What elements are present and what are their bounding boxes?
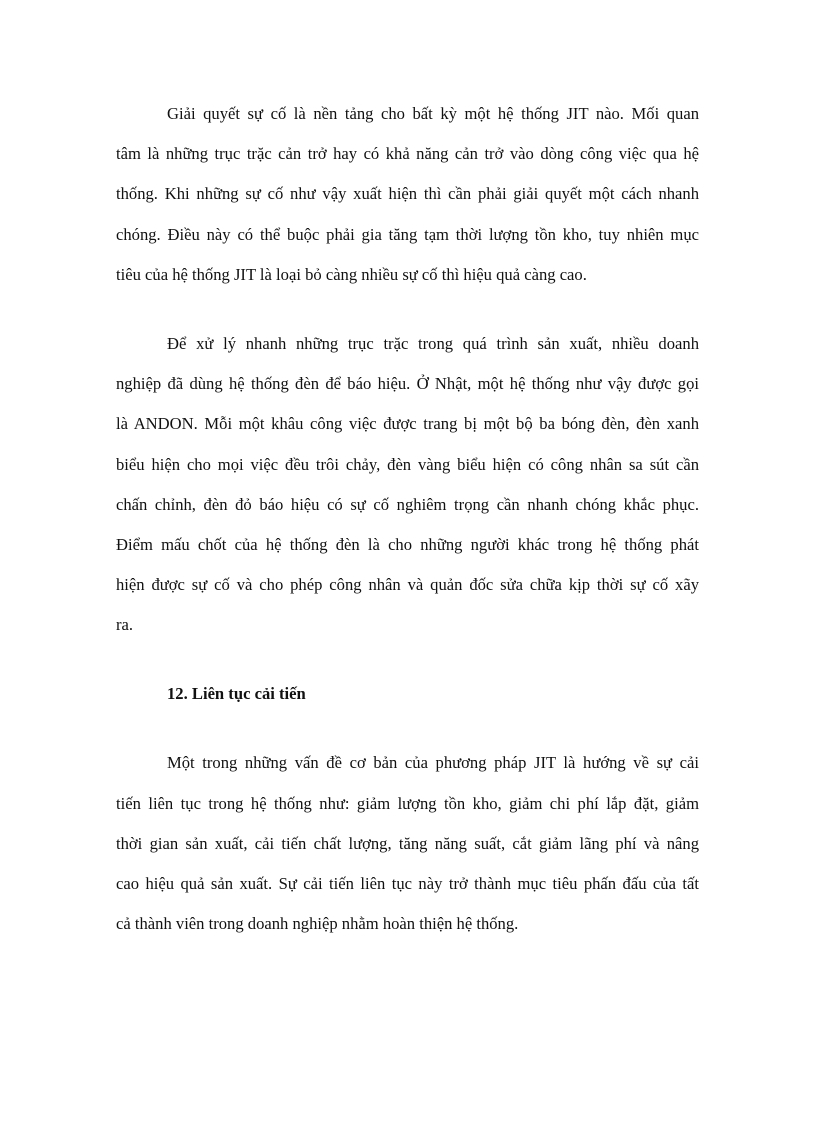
paragraph-line: tiêu của hệ thống JIT là loại bỏ càng nhiều sự cố thì hiệu quả càng cao.	[116, 264, 587, 284]
paragraph-line: Giải quyết sự cố là nền tảng cho bất kỳ một hệ thống JIT nào. Mối quan	[167, 104, 699, 123]
paragraph-line: tiến liên tục trong hệ thống như: giảm lượng tồn kho, giảm chi phí lắp đặt, giảm	[116, 793, 699, 813]
paragraph-line: cả thành viên trong doanh nghiệp nhằm hoàn thiện hệ thống.	[116, 914, 519, 934]
paragraph-line: thống. Khi những sự cố như vậy xuất hiện thì cần phải giải quyết một cách nhanh	[116, 184, 699, 204]
paragraph-line: ra.	[116, 615, 134, 635]
paragraph-continuous-improvement	[116, 747, 699, 948]
paragraph-line: thời gian sản xuất, cải tiến chất lượng, tăng năng suất, cắt giảm lãng phí và nâng	[116, 833, 699, 853]
paragraph-line: Điểm mấu chốt của hệ thống đèn là cho những người khác trong hệ thống phát	[116, 534, 699, 554]
paragraph-line: chóng. Điều này có thể buộc phải gia tăng tạm thời lượng tồn kho, tuy nhiên mục	[116, 224, 699, 244]
paragraph-line: chấn chỉnh, đèn đỏ báo hiệu có sự cố nghiêm trọng cần nhanh chóng khắc phục.	[116, 494, 699, 514]
paragraph-spacer	[116, 299, 699, 328]
paragraph-line: cao hiệu quả sản xuất. Sự cải tiến liên tục này trở thành mục tiêu phấn đấu của tất	[116, 874, 699, 893]
paragraph-line: là ANDON. Mỗi một khâu công việc được trang bị một bộ ba bóng đèn, đèn xanh	[116, 414, 699, 434]
paragraph-andon	[116, 328, 699, 650]
paragraph-problem-solving	[116, 98, 699, 299]
paragraph-line: hiện được sự cố và cho phép công nhân và quản đốc sửa chữa kịp thời sự cố xãy	[116, 575, 699, 595]
paragraph-spacer	[116, 718, 699, 747]
paragraph-line: tâm là những trục trặc cản trở hay có khả năng cản trở vào dòng công việc qua hệ	[116, 144, 699, 164]
paragraph-line: Để xử lý nhanh những trục trặc trong quá trình sản xuất, nhiều doanh	[167, 333, 699, 353]
paragraph-line: biểu hiện cho mọi việc đều trôi chảy, đèn vàng biểu hiện có công nhân sa sút cần	[116, 454, 699, 474]
paragraph-line: Một trong những vấn đề cơ bản của phương pháp JIT là hướng về sự cải	[167, 753, 699, 773]
document-page	[116, 98, 699, 948]
section-heading: 12. Liên tục cải tiến	[167, 684, 306, 704]
paragraph-line: nghiệp đã dùng hệ thống đèn để báo hiệu. Ở Nhật, một hệ thống như vậy được gọi	[116, 374, 699, 394]
paragraph-spacer	[116, 649, 699, 678]
